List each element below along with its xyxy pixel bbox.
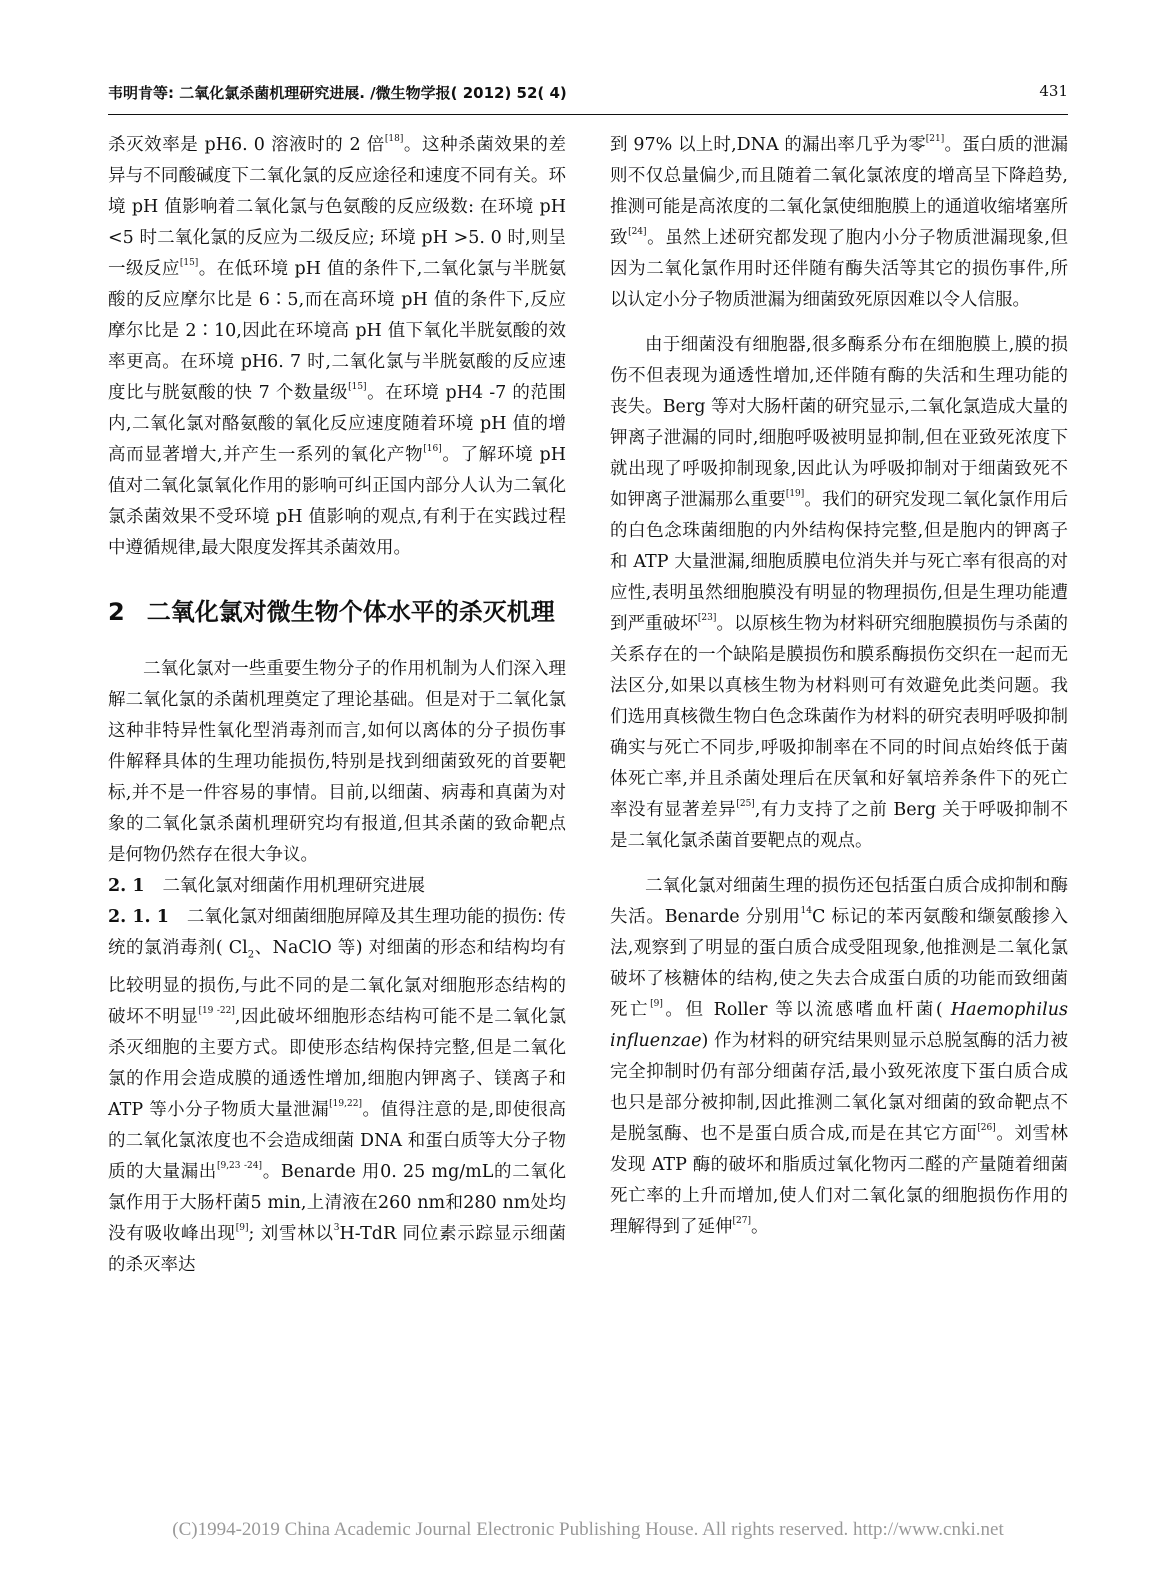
citation[interactable]: [23] (697, 613, 717, 623)
citation[interactable]: [25] (736, 799, 755, 809)
section-title: 二氧化氯对微生物个体水平的杀灭机理 (146, 598, 555, 626)
subsubsection-title: 二氧化氯对细菌细胞屏障及其生理功能的损伤: (186, 907, 543, 927)
header-rule (108, 114, 1068, 115)
citation[interactable]: [26] (977, 1123, 996, 1133)
paragraph: 二氧化氯对一些重要生物分子的作用机制为人们深入理解二氧化氯的杀菌机理奠定了理论基础。但是对于二氧化氯这种非特异性氧化型消毒剂而言,如何以离体的分子损伤事件解释具体的生理功能损伤,特别是找到细菌致死的首要靶标,并不是一件容易的事情。目前,以细菌、病毒和真菌为对象的二氧化氯杀菌机理研究均有报道,但其杀菌的致命靶点是何物仍然存在很大争议。 (108, 659, 566, 865)
citation[interactable]: [9] (235, 1222, 249, 1233)
right-column (610, 130, 1068, 1243)
subsection-title: 二氧化氯对细菌作用机理研究进展 (162, 876, 426, 896)
citation[interactable]: [19] (785, 489, 805, 499)
species-name: Haemophilus influenzae (610, 1000, 1068, 1051)
section-number: 2 (108, 598, 125, 626)
citation[interactable]: [18] (384, 134, 404, 144)
citation[interactable]: [15] (348, 382, 367, 392)
citation[interactable]: [15] (179, 258, 199, 268)
left-column (108, 130, 566, 1281)
running-header (108, 82, 1068, 114)
paragraph: 由于细菌没有细胞器,很多酶系分布在细胞膜上,膜的损伤不但表现为通透性增加,还伴随有酶的失活和生理功能的丧失。Berg 等对大肠杆菌的研究显示,二氧化氯造成大量的钾离子泄漏的同时,细胞呼吸被明显抑制,但在亚致死浓度下就出现了呼吸抑制现象,因此认为呼吸抑制对于细菌致死不如钾离子泄漏那么重要[19]。我们的研究发现二氧化氯作用后的白色念珠菌细胞的内外结构保持完整,但是胞内的钾离子和 ATP 大量泄漏,细胞质膜电位消失并与死亡率有很高的对应性,表明虽然细胞膜没有明显的物理损伤,但是生理功能遭到严重破坏[23]。以原核生物为材料研究细胞膜损伤与杀菌的关系存在的一个缺陷是膜损伤和膜系酶损伤交织在一起而无法区分,如果以真核生物为材料则可有效避免此类问题。我们选用真核微生物白色念珠菌作为材料的研究表明呼吸抑制确实与死亡不同步,呼吸抑制率在不同的时间点始终低于菌体死亡率,并且杀菌处理后在厌氧和好氧培养条件下的死亡率没有显著差异[25],有力支持了之前 Berg 关于呼吸抑制不是二氧化氯杀菌首要靶点的观点。 (610, 335, 1069, 851)
section-heading (108, 594, 566, 630)
citation[interactable]: [16] (423, 444, 442, 454)
copyright-footer: (C)1994-2019 China Academic Journal Electronic Publishing House. All rights reserved. http://www.cnki.net (172, 1519, 1004, 1540)
citation[interactable]: [9,23 -24] (216, 1160, 263, 1171)
citation[interactable]: [19 -22] (198, 1005, 235, 1016)
citation[interactable]: [21] (925, 134, 945, 144)
running-title: 韦明肯等: 二氧化氯杀菌机理研究进展. /微生物学报( 2012) 52( 4) (108, 84, 567, 102)
citation[interactable]: [19,22] (329, 1098, 362, 1109)
paragraph: 杀灭效率是 pH6. 0 溶液时的 2 倍[18]。这种杀菌效果的差异与不同酸碱度下二氧化氯的反应途径和速度不同有关。环境 pH 值影响着二氧化氯与色氨酸的反应级数: 在环境 pH <5 时二氧化氯的反应为二级反应; 环境 pH >5. 0 时,则呈一级反应[15]。在低环境 pH 值的条件下,二氧化氯与半胱氨酸的反应摩尔比是 6∶5,而在高环境 pH 值的条件下,反应摩尔比是 2∶10,因此在环境高 pH 值下氧化半胱氨酸的效率更高。在环境 pH6. 7 时,二氧化氯与半胱氨酸的反应速度比与胱氨酸的快 7 个数量级[15]。在环境 pH4 -7 的范围内,二氧化氯对酪氨酸的氧化反应速度随着环境 pH 值的增高而显著增大,并产生一系列的氧化产物[16]。了解环境 pH 值对二氧化氯氧化作用的影响可纠正国内部分人认为二氧化氯杀菌效果不受环境 pH 值影响的观点,有利于在实践过程中遵循规律,最大限度发挥其杀菌效用。 (108, 134, 567, 558)
subsection-number: 2. 1 (108, 876, 145, 896)
citation[interactable]: [27] (732, 1216, 751, 1226)
paragraph: 2. 1. 1 二氧化氯对细菌细胞屏障及其生理功能的损伤: 传统的氯消毒剂( $Cl_2$、NaClO 等) 对细菌的形态和结构均有比较明显的损伤,与此不同的是二氧化氯对细胞形态结构的破坏不明显[19 -22],因此破坏细胞形态结构可能不是二氧化氯杀灭细胞的主要方式。即使形态结构保持完整,但是二氧化氯的作用会造成膜的通透性增加,细胞内钾离子、镁离子和 ATP 等小分子物质大量泄漏[19,22]。值得注意的是,即使很高的二氧化氯浓度也不会造成细菌 DNA 和蛋白质等大分子物质的大量漏出[9,23 -24]。Benarde 用0. 25 mg/mL的二氧化氯作用于大肠杆菌5 min,上清液在260 nm和280 nm处均没有吸收峰出现[9]; 刘雪林以$^3$H-TdR 同位素示踪显示细菌的杀灭率达 (108, 907, 567, 1275)
paragraph: 二氧化氯对细菌生理的损伤还包括蛋白质合成抑制和酶失活。Benarde 分别用$^{14}$C 标记的苯丙氨酸和缬氨酸掺入法,观察到了明显的蛋白质合成受阻现象,他推测是二氧化氯破坏了核糖体的结构,使之失去合成蛋白质的功能而致细菌死亡[9]。但 Roller 等以流感嗜血杆菌( Haemophilus influenzae) 作为材料的研究结果则显示总脱氢酶的活力被完全抑制时仍有部分细菌存活,最小致死浓度下蛋白质合成也只是部分被抑制,因此推测二氧化氯对细菌的致命靶点不是脱氢酶、也不是蛋白质合成,而是在其它方面[26]。刘雪林发现 ATP 酶的破坏和脂质过氧化物丙二醛的产量随着细菌死亡率的上升而增加,使人们对二氧化氯的细胞损伤作用的理解得到了延伸[27]。 (610, 876, 1069, 1237)
subsection-heading (108, 871, 566, 902)
page-number: 431 (1039, 82, 1068, 100)
paragraph: 到 97% 以上时,DNA 的漏出率几乎为零[21]。蛋白质的泄漏则不仅总量偏少,而且随着二氧化氯浓度的增高呈下降趋势,推测可能是高浓度的二氧化氯使细胞膜上的通道收缩堵塞所致[24]。虽然上述研究都发现了胞内小分子物质泄漏现象,但因为二氧化氯作用时还伴随有酶失活等其它的损伤事件,所以认定小分子物质泄漏为细菌致死原因难以令人信服。 (610, 134, 1069, 310)
subsubsection-heading (108, 907, 543, 927)
citation[interactable]: [9] (650, 999, 663, 1009)
subsubsection-number: 2. 1. 1 (108, 907, 169, 927)
citation[interactable]: [24] (628, 227, 647, 237)
